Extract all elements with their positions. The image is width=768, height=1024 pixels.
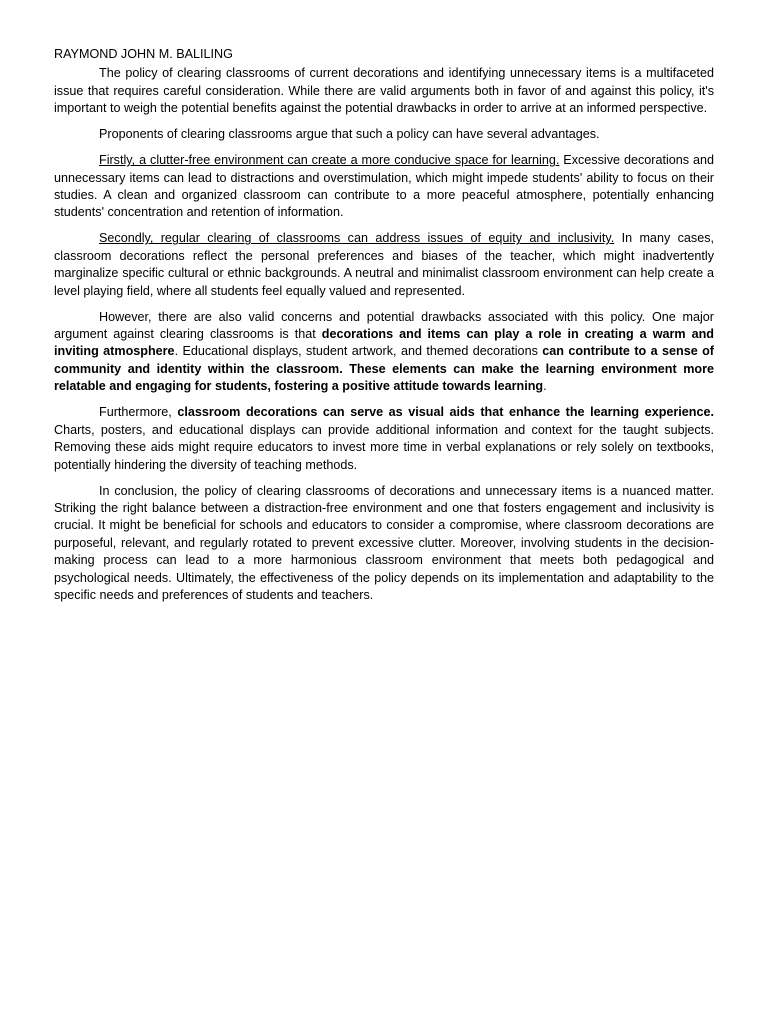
paragraph-equity	[54, 230, 714, 300]
visual-aids-bold: classroom decorations can serve as visual aids that enhance the learning experience.	[177, 405, 714, 420]
paragraph-visual-aids	[54, 404, 714, 474]
drawbacks-bold-1: decorations and items can play a role in creating a warm and inviting atmosphere	[54, 327, 714, 359]
paragraph-clutter-free-body: Excessive decorations and unnecessary items can lead to distractions and overstimulation, which might impede students' ability to focus on their studies. A clean and organized classroom can contribute to a more peaceful atmosphere, potentially enhancing students' concentration and retention of information.	[54, 153, 715, 220]
paragraph-proponents: Proponents of clearing classrooms argue that such a policy can have several advantages.	[99, 127, 600, 142]
underlined-claim-equity: Secondly, regular clearing of classrooms can address issues of equity and inclusivity.	[99, 231, 615, 246]
visual-aids-text-2: Charts, posters, and educational displays can provide additional information and context for the taught subjects. Removing these aids might require educators to invest more time in verbal explanations or rely solely on textbooks, potentially hindering the diversity of teaching methods.	[54, 422, 714, 472]
paragraph-equity-body: In many cases, classroom decorations reflect the personal preferences and biases of the teacher, which might inadvertently marginalize specific cultural or ethnic backgrounds. A neutral and minimalist classroom environment can help create a level playing field, where all students feel equally valued and represented.	[54, 231, 714, 298]
paragraph-intro: The policy of clearing classrooms of current decorations and identifying unnecessary items is a multifaceted issue that requires careful consideration. While there are valid arguments both in favor of and against this policy, it's important to weigh the potential benefits against the potential drawbacks in order to arrive at an informed perspective.	[54, 66, 714, 116]
drawbacks-text-2: . Educational displays, student artwork, and themed decorations	[174, 344, 543, 359]
drawbacks-text-1: However, there are also valid concerns and potential drawbacks associated with this policy. One major argument against clearing classrooms is that	[54, 309, 714, 342]
paragraph-conclusion: In conclusion, the policy of clearing classrooms of decorations and unnecessary items is a nuanced matter. Striking the right balance between a distraction-free environment and one that fosters engagement and inclusivity is crucial. It might be beneficial for schools and educators to consider a compromise, where classroom decorations are purposeful, relevant, and regularly rotated to prevent excessive clutter. Moreover, involving students in the decision-making process can lead to a more harmonious classroom environment that meets both pedagogical and psychological needs. Ultimately, the effectiveness of the policy depends on its implementation and adaptability to the specific needs and preferences of students and teachers.	[54, 483, 714, 602]
paragraph-clutter-free	[54, 152, 714, 222]
paragraph-drawbacks	[54, 309, 714, 396]
document-page	[54, 46, 714, 613]
visual-aids-text-1: Furthermore,	[99, 405, 178, 420]
underlined-claim-clutter-free: Firstly, a clutter-free environment can create a more conducive space for learning.	[99, 153, 560, 168]
drawbacks-text-3: .	[543, 379, 547, 394]
drawbacks-bold-2: can contribute to a sense of community and identity within the classroom. These elements can make the learning environment more relatable and engaging for students, fostering a positive attitude towards learning	[54, 344, 714, 394]
author-name: RAYMOND JOHN M. BALILING	[54, 47, 233, 61]
